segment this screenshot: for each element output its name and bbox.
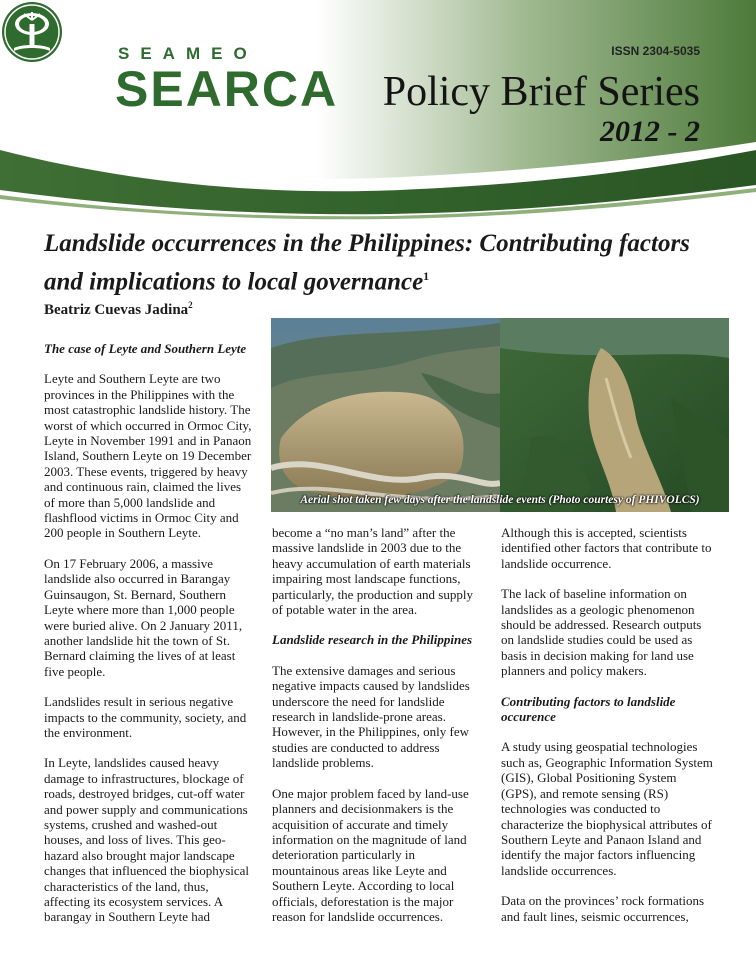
series-title: Policy Brief Series <box>382 69 700 115</box>
paragraph: Although this is accepted, scientists identified other factors that contribute to landslide occurrence. <box>501 525 712 571</box>
paragraph: The lack of baseline information on landslides as a geologic phenomenon should be addressed. Research outputs on landslide studies could be used as basis in decision making for land use planners and policy makers. <box>501 586 702 679</box>
section-heading-factors: Contributing factors to landslide occurence <box>501 693 676 725</box>
article-title: Landslide occurrences in the Philippines: Contributing factors and implications to local governance$^1$ <box>44 230 690 296</box>
paragraph: A study using geospatial technologies such as, Geographic Information System (GIS), Global Positioning System (GPS), and remote sensing (RS) technologies was conducted to characterize the biophysical attributes of Southern Leyte and Panaon Island and identify the major factors influencing landslide occurrences. <box>501 739 713 878</box>
paragraph: One major problem faced by land-use planners and decisionmakers is the acquisition of accurate and timely information on the magnitude of land deterioration particularly in mountainous areas like Leyte and Southern Leyte. According to local officials, deforestation is the major reason for landslide occurrences. <box>272 785 469 924</box>
tree-emblem-icon <box>0 0 64 64</box>
section-heading-research: Landslide research in the Philippines <box>272 632 473 648</box>
paragraph: The extensive damages and serious negative impacts caused by landslides underscore the need for landslide research in landslide-prone areas. However, in the Philippines, only few studies are conducted to address landslide problems. <box>272 662 470 771</box>
paragraph: Data on the provinces’ rock formations and fault lines, seismic occurrences, <box>501 893 704 924</box>
issn-label: ISSN 2304-5035 <box>611 44 700 58</box>
paragraph: become a “no man’s land” after the massive landslide in 2003 due to the heavy accumulation of earth materials impairing most landscape functions, particularly, the production and supply of potable water in the area. <box>272 525 473 618</box>
org-top-label: SEAMEO <box>118 44 258 63</box>
paragraph: In Leyte, landslides caused heavy damage to infrastructures, blockage of roads, destroyed bridges, cut-off water and power supply and communications systems, crushed and washed-out houses, and loss of lives. This geo-hazard also brought major landscape changes that influenced the biophysical characteristics of the land, thus, affecting its ecosystem services. A barangay in Southern Leyte had <box>44 755 250 925</box>
org-name-logo: SEARCA <box>115 61 339 117</box>
column-2 <box>272 525 484 939</box>
series-number: 2012 - 2 <box>600 115 700 148</box>
header-banner <box>0 0 756 225</box>
paragraph: Leyte and Southern Leyte are two provinces in the Philippines with the most catastrophic landslide history. The worst of which occurred in Ormoc City, Leyte in November 1991 and in Panaon Island, Southern Leyte on 19 December 2003. These events, triggered by heavy and continuous rain, claimed the lives of more than 5,000 landslide and flashflood victims in Ormoc City and 200 people in Southern Leyte. <box>44 371 252 541</box>
title-footnote: 1 <box>423 269 430 283</box>
author-name: Beatriz Cuevas Jadina$^2$ <box>44 300 193 318</box>
column-3 <box>501 525 713 939</box>
aerial-landslide-image <box>271 318 729 512</box>
landslide-photo <box>271 318 729 512</box>
section-heading-case: The case of Leyte and Southern Leyte <box>44 341 247 356</box>
author-footnote: 2 <box>188 300 193 310</box>
paragraph: On 17 February 2006, a massive landslide also occurred in Barangay Guinsaugon, St. Bernard, Southern Leyte where more than 1,000 people were buried alive. On 2 January 2011, another landslide hit the town of St. Bernard claiming the lives of at least five people. <box>44 555 243 679</box>
photo-caption: Aerial shot taken few days after the landslide events (Photo courtesy of PHIVOLCS) <box>300 494 700 506</box>
paragraph: Landslides result in serious negative impacts to the community, society, and the environment. <box>44 694 247 740</box>
column-1 <box>44 341 254 940</box>
